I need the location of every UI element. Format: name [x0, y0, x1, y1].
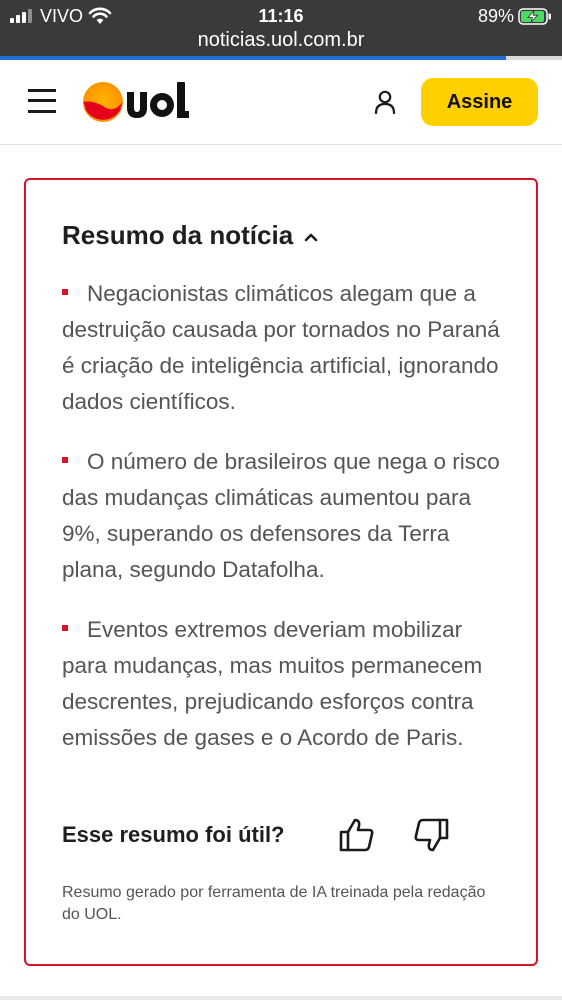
site-header [0, 60, 562, 145]
summary-bullet-text: Eventos extremos deveriam mobilizar para mudanças, mas muitos permanecem descrentes, prejudicando esforços contra emissões de gases e o Acordo de Paris. [62, 617, 483, 750]
battery-charging-icon [518, 8, 552, 25]
uol-logo[interactable] [82, 80, 200, 124]
feedback-row [62, 816, 512, 856]
thumbs-down-icon[interactable] [412, 816, 450, 854]
battery-percentage: 89% [477, 6, 514, 26]
subscribe-button[interactable]: Assine [421, 78, 538, 126]
feedback-question: Esse resumo foi útil? [62, 822, 285, 847]
clock-time: 11:16 [258, 6, 304, 26]
carrier-name: VIVO [40, 6, 84, 26]
hamburger-menu-icon[interactable] [28, 88, 56, 114]
news-summary-card [24, 178, 538, 966]
summary-bullet-text: Negacionistas climáticos alegam que a destruição causada por tornados no Paraná é criação de inteligência artificial, ignorando dados científicos. [62, 281, 500, 414]
summary-bullet [62, 444, 512, 588]
thumbs-up-icon[interactable] [338, 816, 376, 854]
bullet-marker [62, 457, 68, 463]
divider [0, 996, 562, 1000]
bullet-marker [62, 289, 68, 295]
summary-bullet [62, 276, 512, 420]
summary-bullet [62, 612, 512, 756]
ai-disclaimer: Resumo gerado por ferramenta de IA treinada pela redação do UOL. [62, 884, 486, 923]
address-bar-url[interactable]: noticias.uol.com.br [197, 29, 365, 51]
summary-title: Resumo da notícia [62, 220, 294, 250]
chevron-up-icon [303, 229, 319, 245]
summary-toggle[interactable] [62, 218, 319, 252]
bullet-marker [62, 625, 68, 631]
user-icon[interactable] [372, 89, 398, 115]
summary-bullet-text: O número de brasileiros que nega o risco das mudanças climáticas aumentou para 9%, superando os defensores da Terra plana, segundo Datafolha. [62, 449, 500, 582]
summary-bullet-list [62, 276, 512, 780]
browser-status-bar [0, 0, 562, 60]
